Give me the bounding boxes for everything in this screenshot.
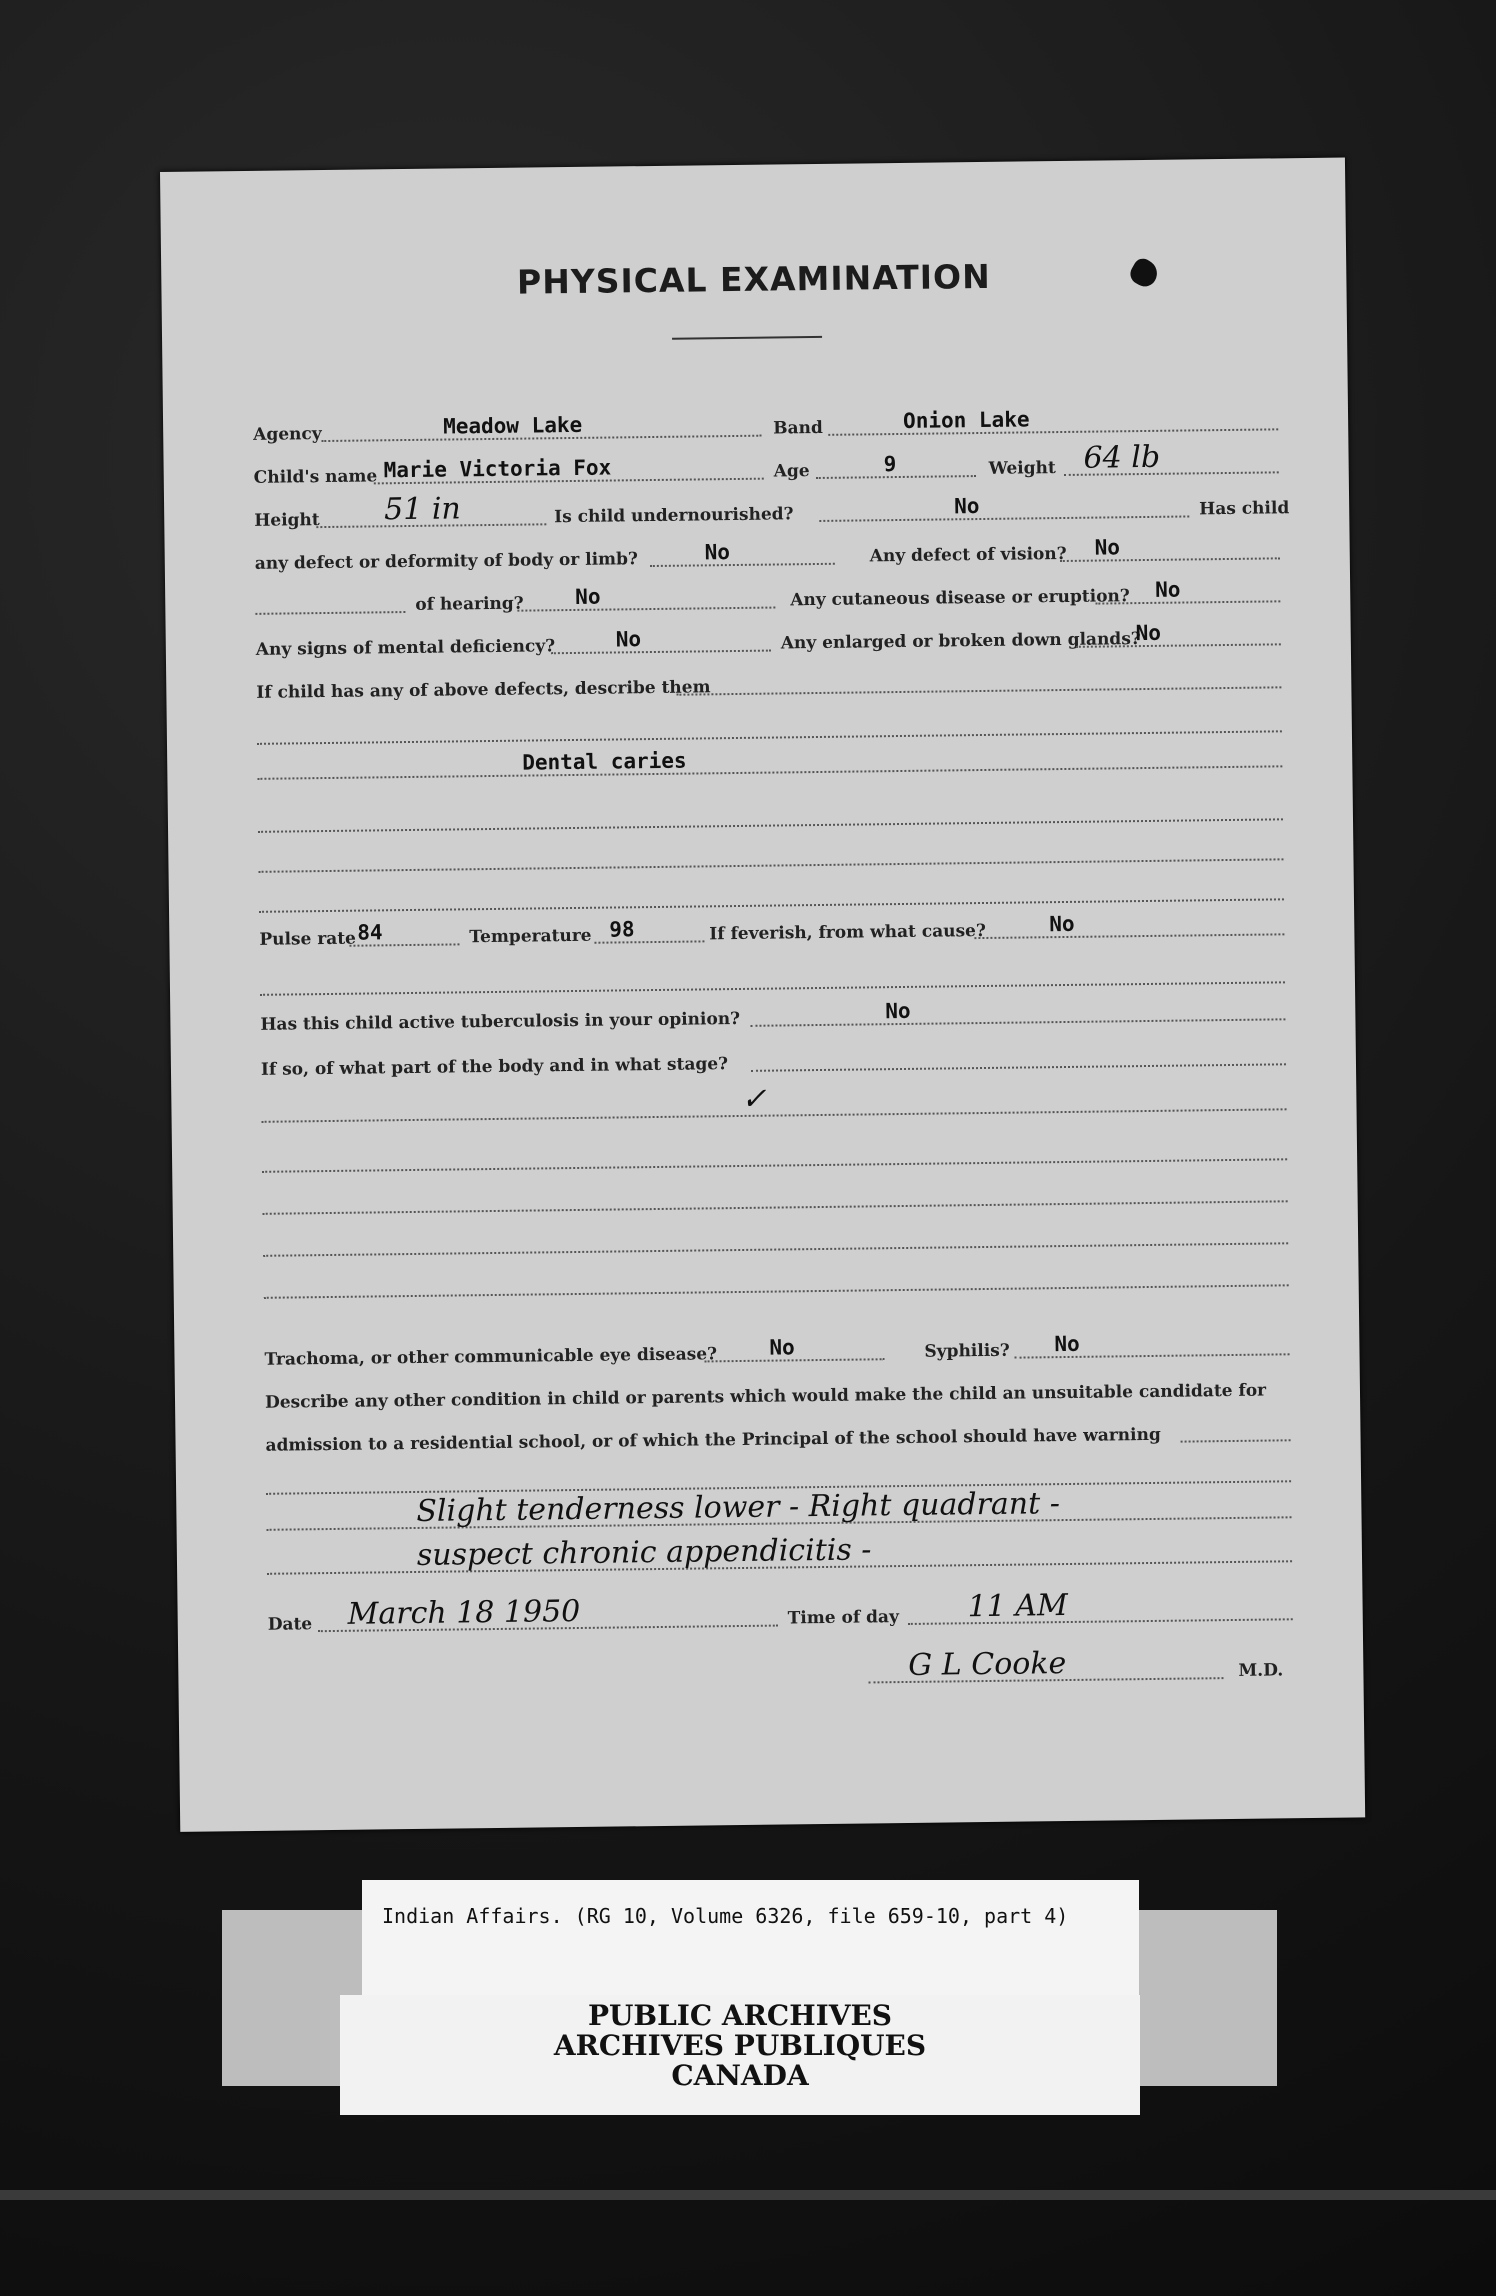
form-title: PHYSICAL EXAMINATION	[516, 256, 991, 302]
date-label: Date	[267, 1614, 313, 1635]
describe-defects-label: If child has any of above defects, describe them	[256, 677, 711, 703]
deformity-value: No	[704, 540, 731, 565]
feverish-value: No	[1049, 911, 1075, 937]
signature-row	[268, 1646, 1293, 1699]
stamp-line-3: CANADA	[671, 2059, 809, 2092]
tb-value: No	[885, 998, 911, 1024]
cutaneous-value: No	[1155, 577, 1181, 602]
pulse-value: 84	[357, 920, 383, 945]
archive-reference-label	[362, 1880, 1139, 1996]
other-condition-value-row-2	[267, 1530, 1292, 1583]
stamp-line-1: PUBLIC ARCHIVES	[587, 1999, 893, 2032]
tb-stage-value-row	[261, 1078, 1286, 1131]
describe-defects-row	[256, 656, 1281, 709]
md-label: M.D.	[1238, 1660, 1284, 1681]
vision-label: Any defect of vision?	[869, 543, 1067, 567]
syphilis-value: No	[1054, 1331, 1080, 1357]
tb-row	[260, 988, 1285, 1041]
tb-label: Has this child active tuberculosis in your opinion?	[260, 1008, 741, 1035]
band-value: Onion Lake	[902, 407, 1030, 433]
mental-value: No	[615, 627, 642, 652]
archive-reference-text: Indian Affairs. (RG 10, Volume 6326, file 659-10, part 4)	[382, 1904, 1069, 1928]
blank-line	[264, 1284, 1289, 1299]
band-label: Band	[773, 417, 823, 439]
hearing-label: of hearing?	[415, 593, 524, 615]
temperature-value: 98	[609, 917, 635, 942]
undernourished-label: Is child undernourished?	[554, 504, 794, 528]
blank-line	[262, 1158, 1287, 1173]
time-label: Time of day	[787, 1607, 900, 1629]
mental-label: Any signs of mental deficiency?	[255, 636, 556, 660]
trachoma-label: Trachoma, or other communicable eye disease?	[264, 1344, 718, 1370]
date-value: March 18 1950	[347, 1593, 581, 1632]
vision-value: No	[1094, 535, 1121, 560]
agency-value: Meadow Lake	[442, 412, 583, 439]
age-value: 9	[883, 452, 897, 477]
other-condition-row-2	[265, 1409, 1290, 1462]
defects-value-row	[257, 735, 1282, 788]
tb-stage-label: If so, of what part of the body and in what stage?	[260, 1054, 729, 1080]
cutaneous-label: Any cutaneous disease or eruption?	[790, 586, 1130, 611]
height-value: 51 in	[383, 491, 461, 528]
glands-label: Any enlarged or broken down glands?	[780, 629, 1141, 654]
has-child-label: Has child	[1199, 498, 1290, 520]
other-condition-label-1: Describe any other condition in child or parents which would make the child an unsuitable candidate for	[264, 1380, 1267, 1413]
other-condition-label-2: admission to a residential school, or of which the Principal of the school should have warning	[265, 1424, 1161, 1456]
weight-value: 64 lb	[1083, 439, 1161, 476]
examination-form-sheet	[160, 158, 1365, 1832]
other-condition-line-1: Slight tenderness lower - Right quadrant -	[416, 1486, 1061, 1529]
feverish-label: If feverish, from what cause?	[709, 920, 987, 945]
defects-value: Dental caries	[522, 748, 687, 775]
trachoma-value: No	[769, 1335, 795, 1360]
tb-stage-check: ✓	[741, 1081, 767, 1117]
defects-line	[258, 818, 1283, 833]
physician-signature: G L Cooke	[908, 1646, 1067, 1683]
blank-line	[263, 1200, 1288, 1215]
pulse-label: Pulse rate	[259, 928, 357, 950]
height-label: Height	[254, 510, 320, 531]
defects-line	[259, 858, 1284, 873]
syphilis-label: Syphilis?	[924, 1340, 1010, 1362]
title-underline	[672, 336, 822, 340]
stamp-line-2: ARCHIVES PUBLIQUES	[553, 2029, 927, 2062]
child-name-label: Child's name	[253, 466, 378, 488]
time-value: 11 AM	[967, 1588, 1068, 1625]
film-edge	[0, 2190, 1496, 2200]
agency-label: Agency	[253, 424, 322, 445]
deformity-label: any defect or deformity of body or limb?	[254, 549, 639, 574]
blank-line	[263, 1242, 1288, 1257]
vitals-row	[259, 903, 1284, 956]
undernourished-value: No	[953, 494, 980, 519]
hearing-value: No	[575, 584, 601, 609]
other-condition-line-2: suspect chronic appendicitis -	[416, 1532, 872, 1573]
child-name-value: Marie Victoria Fox	[383, 455, 612, 483]
temperature-label: Temperature	[469, 925, 592, 948]
date-time-row	[267, 1588, 1292, 1641]
other-condition-value-row-1	[266, 1486, 1291, 1539]
age-label: Age	[773, 461, 810, 482]
tb-stage-row	[261, 1033, 1286, 1086]
glands-value: No	[1135, 620, 1162, 646]
weight-label: Weight	[988, 458, 1056, 479]
archives-stamp	[340, 1995, 1140, 2115]
